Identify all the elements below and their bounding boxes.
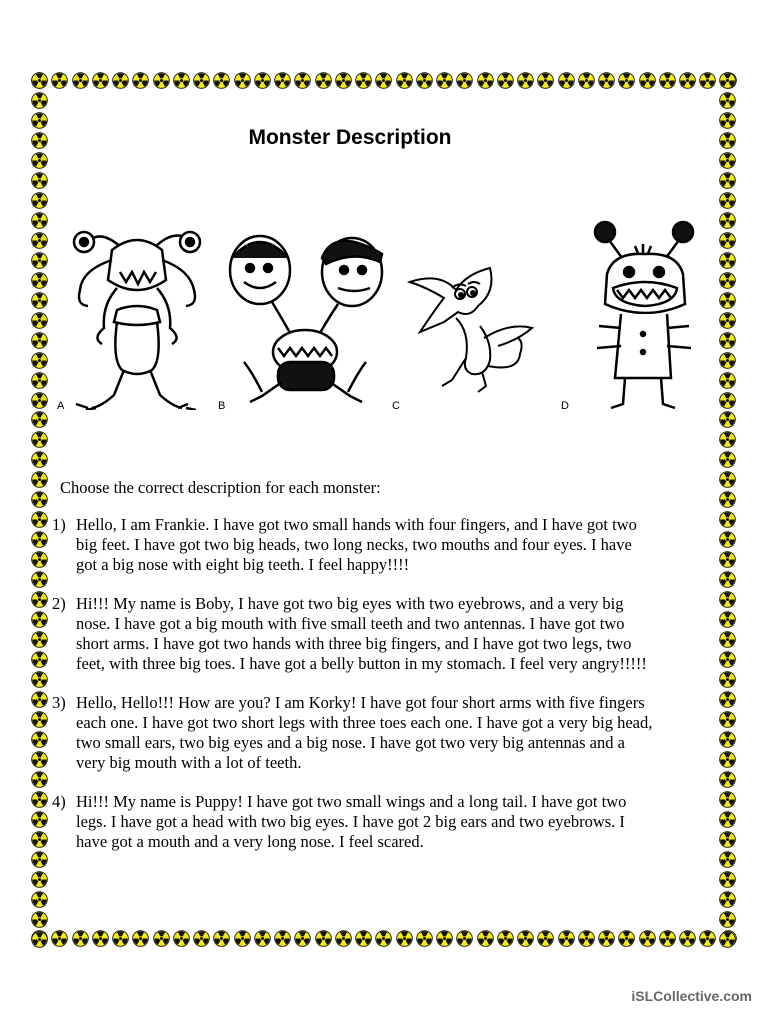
radiation-icon bbox=[173, 72, 190, 89]
item-number: 2) bbox=[52, 594, 66, 613]
item-number: 1) bbox=[52, 515, 66, 534]
item-text: Hi!!! My name is Puppy! I have got two small wings and a long tail. I have got two legs. I have got a head with two big eyes. I have got 2 big ears and two eyebrows. I have got a mouth and a very long nose. I feel scared. bbox=[76, 792, 627, 851]
radiation-icon bbox=[234, 72, 251, 89]
list-item bbox=[52, 515, 672, 575]
radiation-icon bbox=[31, 372, 48, 389]
radiation-icon bbox=[517, 72, 534, 89]
watermark: iSLCollective.com bbox=[631, 988, 752, 1004]
radiation-icon bbox=[375, 930, 392, 947]
list-item bbox=[52, 594, 672, 674]
radiation-icon bbox=[31, 172, 48, 189]
radiation-icon bbox=[31, 571, 48, 588]
radiation-icon bbox=[719, 671, 736, 688]
radiation-icon bbox=[719, 751, 736, 768]
radiation-icon bbox=[31, 551, 48, 568]
radiation-icon bbox=[719, 292, 736, 309]
radiation-icon bbox=[31, 691, 48, 708]
radiation-icon bbox=[31, 272, 48, 289]
radiation-icon bbox=[31, 651, 48, 668]
instructions-text: Choose the correct description for each monster: bbox=[60, 478, 381, 497]
radiation-icon bbox=[355, 72, 372, 89]
radiation-icon bbox=[517, 930, 534, 947]
radiation-icon bbox=[31, 531, 48, 548]
radiation-icon bbox=[719, 591, 736, 608]
radiation-icon bbox=[639, 930, 656, 947]
radiation-icon bbox=[31, 611, 48, 628]
monster-a-image bbox=[62, 210, 212, 410]
radiation-icon bbox=[719, 531, 736, 548]
radiation-icon bbox=[719, 372, 736, 389]
radiation-icon bbox=[31, 891, 48, 908]
radiation-icon bbox=[436, 930, 453, 947]
radiation-icon bbox=[193, 930, 210, 947]
radiation-icon bbox=[719, 72, 736, 89]
radiation-icon bbox=[719, 931, 736, 948]
radiation-icon bbox=[456, 930, 473, 947]
radiation-icon bbox=[31, 731, 48, 748]
radiation-icon bbox=[719, 811, 736, 828]
radiation-icon bbox=[719, 771, 736, 788]
monster-d-image bbox=[585, 218, 705, 413]
monster-d-label: D bbox=[561, 400, 569, 412]
radiation-icon bbox=[31, 312, 48, 329]
radiation-icon bbox=[719, 232, 736, 249]
radiation-icon bbox=[719, 651, 736, 668]
radiation-icon bbox=[719, 172, 736, 189]
radiation-icon bbox=[578, 72, 595, 89]
radiation-icon bbox=[719, 332, 736, 349]
radiation-icon bbox=[679, 72, 696, 89]
border-right bbox=[719, 72, 737, 948]
radiation-icon bbox=[719, 891, 736, 908]
monster-a-label: A bbox=[57, 400, 65, 412]
radiation-icon bbox=[537, 930, 554, 947]
item-text: Hi!!! My name is Boby, I have got two big eyes with two eyebrows, and a very big nose. I have got a big mouth with five small teeth and two antennas. I have got two short arms. I have got two hands with three big fingers, and I have got two legs, two feet, with three big toes. I have got a belly button in my stomach. I feel very angry!!!!! bbox=[76, 594, 647, 673]
radiation-icon bbox=[92, 930, 109, 947]
radiation-icon bbox=[659, 930, 676, 947]
radiation-icon bbox=[234, 930, 251, 947]
radiation-icon bbox=[294, 72, 311, 89]
radiation-icon bbox=[679, 930, 696, 947]
radiation-icon bbox=[132, 72, 149, 89]
radiation-icon bbox=[719, 551, 736, 568]
radiation-icon bbox=[31, 631, 48, 648]
radiation-icon bbox=[719, 711, 736, 728]
radiation-icon bbox=[659, 72, 676, 89]
radiation-icon bbox=[31, 471, 48, 488]
radiation-icon bbox=[92, 72, 109, 89]
radiation-icon bbox=[598, 72, 615, 89]
radiation-icon bbox=[719, 511, 736, 528]
radiation-icon bbox=[477, 72, 494, 89]
radiation-icon bbox=[112, 72, 129, 89]
radiation-icon bbox=[51, 930, 68, 947]
radiation-icon bbox=[315, 72, 332, 89]
item-text: Hello, I am Frankie. I have got two small hands with four fingers, and I have got two big feet. I have got two big heads, two long necks, two mouths and four eyes. I have got a big nose with eight big teeth. I feel happy!!!! bbox=[76, 515, 637, 574]
radiation-icon bbox=[31, 431, 48, 448]
radiation-icon bbox=[618, 930, 635, 947]
radiation-icon bbox=[719, 911, 736, 928]
radiation-icon bbox=[31, 152, 48, 169]
radiation-icon bbox=[31, 451, 48, 468]
radiation-icon bbox=[416, 930, 433, 947]
radiation-icon bbox=[375, 72, 392, 89]
item-text: Hello, Hello!!! How are you? I am Korky! I have got four short arms with five fingers each one. I have got two short legs with three toes each one. I have got a very big head, two small ears, two big eyes and a big nose. I have got two very big antennas and a very big mouth with a lot of teeth. bbox=[76, 693, 653, 772]
radiation-icon bbox=[31, 252, 48, 269]
radiation-icon bbox=[416, 72, 433, 89]
radiation-icon bbox=[274, 72, 291, 89]
radiation-icon bbox=[719, 352, 736, 369]
radiation-icon bbox=[315, 930, 332, 947]
radiation-icon bbox=[719, 411, 736, 428]
radiation-icon bbox=[213, 930, 230, 947]
radiation-icon bbox=[31, 711, 48, 728]
border-top bbox=[31, 72, 737, 90]
radiation-icon bbox=[719, 152, 736, 169]
radiation-icon bbox=[31, 411, 48, 428]
radiation-icon bbox=[31, 332, 48, 349]
monster-b-image bbox=[222, 232, 392, 412]
radiation-icon bbox=[456, 72, 473, 89]
radiation-icon bbox=[699, 72, 716, 89]
radiation-icon bbox=[558, 72, 575, 89]
radiation-icon bbox=[578, 930, 595, 947]
radiation-icon bbox=[719, 631, 736, 648]
radiation-icon bbox=[173, 930, 190, 947]
radiation-icon bbox=[719, 871, 736, 888]
monster-b-label: B bbox=[218, 400, 226, 412]
radiation-icon bbox=[31, 931, 48, 948]
radiation-icon bbox=[31, 851, 48, 868]
radiation-icon bbox=[31, 791, 48, 808]
border-left bbox=[31, 72, 49, 948]
radiation-icon bbox=[132, 930, 149, 947]
radiation-icon bbox=[51, 72, 68, 89]
radiation-icon bbox=[153, 930, 170, 947]
radiation-icon bbox=[396, 72, 413, 89]
radiation-icon bbox=[153, 72, 170, 89]
radiation-icon bbox=[719, 791, 736, 808]
radiation-icon bbox=[31, 771, 48, 788]
radiation-icon bbox=[31, 232, 48, 249]
radiation-icon bbox=[31, 192, 48, 209]
radiation-icon bbox=[719, 272, 736, 289]
radiation-icon bbox=[274, 930, 291, 947]
radiation-icon bbox=[31, 591, 48, 608]
radiation-icon bbox=[558, 930, 575, 947]
radiation-icon bbox=[618, 72, 635, 89]
monster-c-image bbox=[400, 262, 560, 402]
page-title: Monster Description bbox=[248, 126, 452, 149]
radiation-icon bbox=[112, 930, 129, 947]
border-bottom bbox=[31, 930, 737, 948]
radiation-icon bbox=[477, 930, 494, 947]
radiation-icon bbox=[719, 192, 736, 209]
radiation-icon bbox=[31, 871, 48, 888]
radiation-icon bbox=[31, 352, 48, 369]
radiation-icon bbox=[254, 72, 271, 89]
radiation-icon bbox=[719, 312, 736, 329]
radiation-icon bbox=[31, 831, 48, 848]
radiation-icon bbox=[719, 831, 736, 848]
monster-c-label: C bbox=[392, 400, 400, 412]
radiation-icon bbox=[719, 92, 736, 109]
radiation-icon bbox=[335, 72, 352, 89]
radiation-icon bbox=[213, 72, 230, 89]
radiation-icon bbox=[254, 930, 271, 947]
radiation-icon bbox=[497, 72, 514, 89]
description-list bbox=[52, 515, 672, 871]
radiation-icon bbox=[719, 132, 736, 149]
radiation-icon bbox=[699, 930, 716, 947]
radiation-icon bbox=[719, 731, 736, 748]
radiation-icon bbox=[719, 611, 736, 628]
radiation-icon bbox=[719, 451, 736, 468]
radiation-icon bbox=[497, 930, 514, 947]
radiation-icon bbox=[719, 112, 736, 129]
radiation-icon bbox=[31, 392, 48, 409]
radiation-icon bbox=[31, 292, 48, 309]
radiation-icon bbox=[355, 930, 372, 947]
radiation-icon bbox=[719, 252, 736, 269]
radiation-icon bbox=[335, 930, 352, 947]
radiation-icon bbox=[436, 72, 453, 89]
radiation-icon bbox=[719, 851, 736, 868]
radiation-icon bbox=[31, 72, 48, 89]
list-item bbox=[52, 693, 672, 773]
radiation-icon bbox=[193, 72, 210, 89]
radiation-icon bbox=[719, 491, 736, 508]
radiation-icon bbox=[31, 911, 48, 928]
radiation-icon bbox=[31, 511, 48, 528]
item-number: 4) bbox=[52, 792, 66, 811]
radiation-icon bbox=[31, 491, 48, 508]
radiation-icon bbox=[598, 930, 615, 947]
radiation-icon bbox=[31, 212, 48, 229]
radiation-icon bbox=[719, 212, 736, 229]
radiation-icon bbox=[719, 392, 736, 409]
radiation-icon bbox=[537, 72, 554, 89]
radiation-icon bbox=[639, 72, 656, 89]
list-item bbox=[52, 792, 672, 852]
radiation-icon bbox=[31, 811, 48, 828]
radiation-icon bbox=[719, 691, 736, 708]
radiation-icon bbox=[719, 571, 736, 588]
radiation-icon bbox=[396, 930, 413, 947]
radiation-icon bbox=[719, 431, 736, 448]
radiation-icon bbox=[294, 930, 311, 947]
radiation-icon bbox=[31, 92, 48, 109]
radiation-icon bbox=[72, 930, 89, 947]
radiation-icon bbox=[72, 72, 89, 89]
item-number: 3) bbox=[52, 693, 66, 712]
radiation-icon bbox=[31, 671, 48, 688]
radiation-icon bbox=[31, 751, 48, 768]
radiation-icon bbox=[719, 471, 736, 488]
